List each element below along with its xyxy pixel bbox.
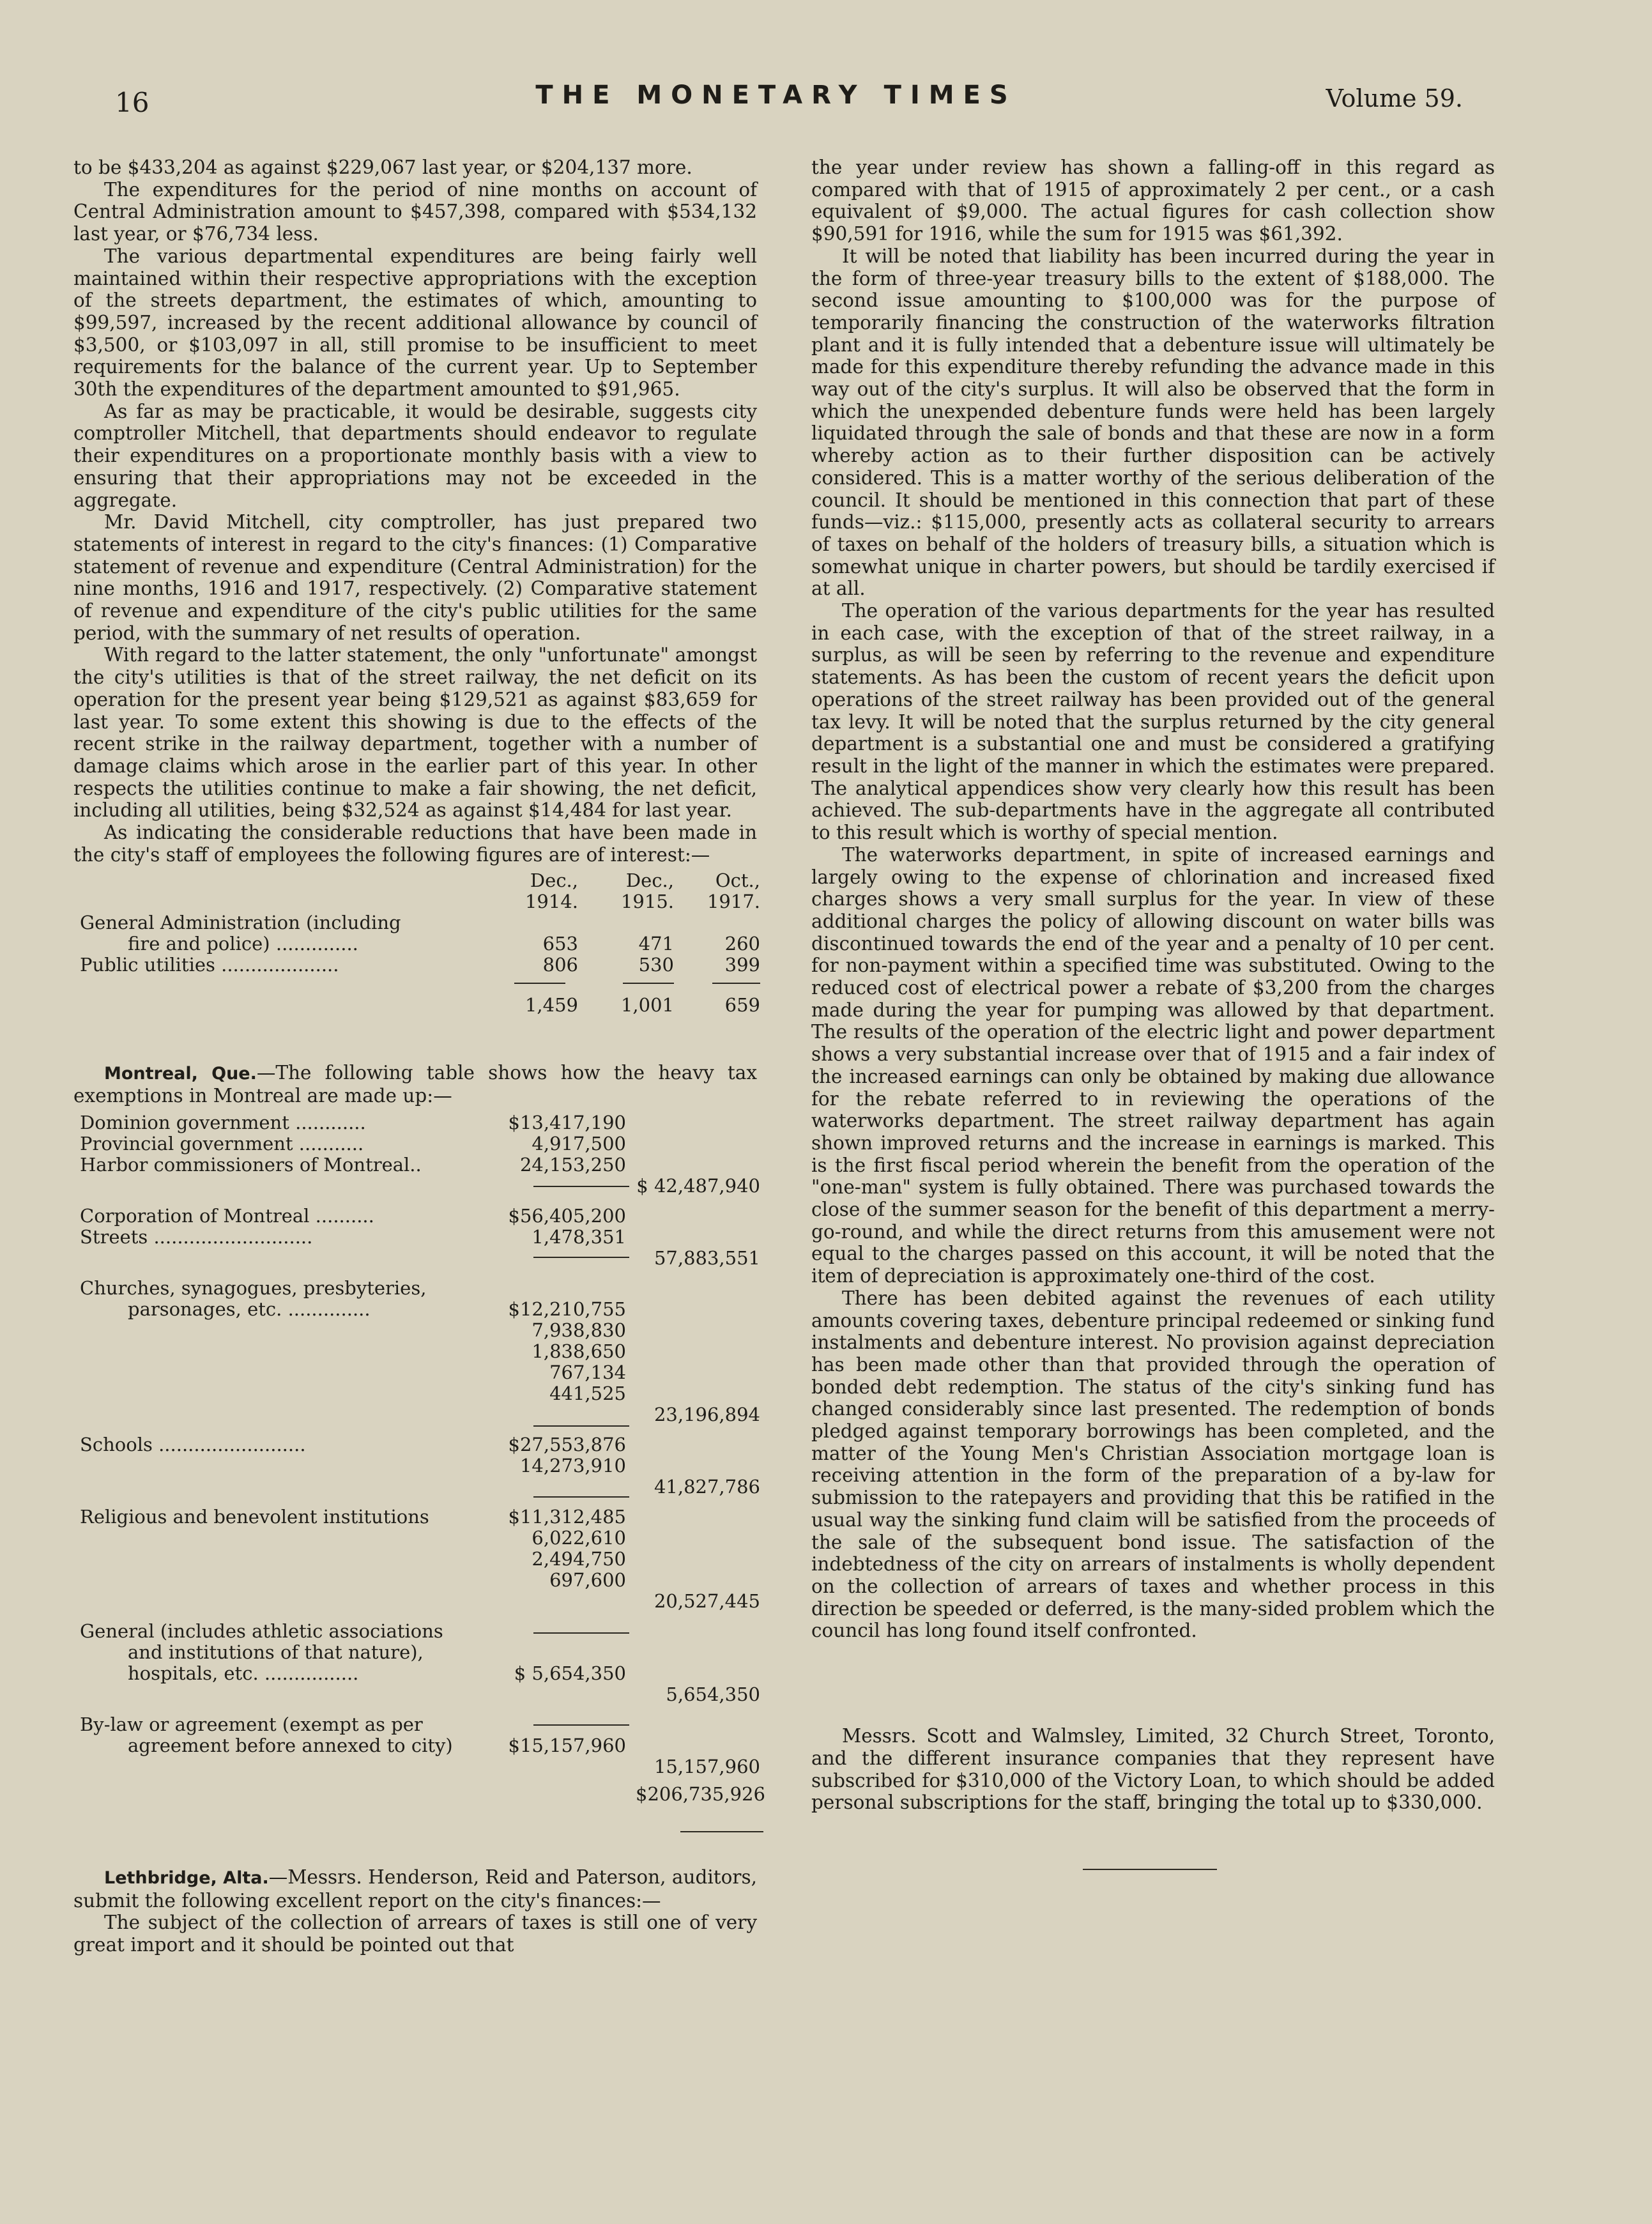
table-cell: 1,838,650: [532, 1340, 626, 1362]
row-label: and institutions of that nature),: [128, 1641, 424, 1663]
table-cell: 4,917,500: [532, 1132, 626, 1154]
row-label: Schools .........................: [80, 1433, 306, 1455]
table-cell: $ 5,654,350: [514, 1662, 626, 1684]
row-label: By-law or agreement (exempt as per: [80, 1713, 423, 1735]
paragraph-text: —Messrs. Henderson, Reid and Paterson, auditors, submit the following excellent report on the city's finances:—: [73, 1866, 758, 1912]
group-total: 41,827,786: [654, 1475, 760, 1498]
place-heading: Lethbridge, Alta.: [104, 1867, 269, 1888]
column-header: Dec.,: [530, 869, 578, 891]
volume-label: Volume 59.: [1326, 84, 1463, 112]
table-cell: 399: [724, 953, 760, 976]
row-label: Provincial government ...........: [80, 1132, 364, 1154]
paragraph: to be $433,204 as against $229,067 last year, or $204,137 more.: [73, 157, 692, 178]
paragraph: the year under review has shown a falling-off in this regard as compared with that of 1915 of approximately 2 per cent., or a cash equivalent of $9,000. The actual figures for cash collection show $90,591 for 1916, while the sum for 1915 was $61,392.: [811, 157, 1495, 245]
group-total: 20,527,445: [654, 1590, 760, 1612]
exemptions-table: [73, 1111, 765, 2224]
masthead: THE MONETARY TIMES: [535, 81, 1017, 110]
table-total: 659: [724, 993, 760, 1016]
table-cell: $12,210,755: [508, 1298, 626, 1320]
group-total: 57,883,551: [654, 1246, 760, 1269]
right-column: [811, 157, 1495, 1814]
rule: [712, 983, 760, 984]
paragraph: The operation of the various departments for the year has resulted in each case, with the exception of that of the street railway, in a surplus, as will be seen by referring to the revenue and expenditure statements. As has been the custom of recent years the deficit upon operations of the street railway has been provided out of the general tax levy. It will be noted that the surplus returned by the city general department is a substantial one and must be considered a gratifying result in the light of the manner in which the estimates were prepared. The analytical appendices show very clearly how this result has been achieved. The sub-departments have in the aggregate all contributed to this result which is worthy of special mention.: [811, 600, 1495, 844]
grand-total: $206,735,926: [636, 1783, 765, 1805]
table-total: 1,459: [524, 993, 578, 1016]
table-cell: 471: [638, 932, 674, 955]
staff-table: [73, 869, 760, 1062]
paragraph: Messrs. Scott and Walmsley, Limited, 32 Church Street, Toronto, and the different insurance companies that they represent have subscribed for $310,000 of the Victory Loan, to which should be added personal subscriptions for the staff, bringing the total up to $330,000.: [811, 1725, 1495, 1814]
column-header: Dec.,: [625, 869, 674, 891]
paragraph: As far as may be practicable, it would be desirable, suggests city comptroller Mitchell, that departments should endeavor to regulate their expenditures on a proportionate monthly basis with a view to ensuring that their appropriations may not be exceeded in the aggregate.: [73, 400, 757, 511]
row-label: Churches, synagogues, presbyteries,: [80, 1277, 427, 1299]
row-label: General Administration (including: [80, 911, 401, 933]
paragraph: As indicating the considerable reductions that have been made in the city's staff of employees the following figures are of interest:—: [73, 822, 757, 866]
page-number: 16: [115, 87, 149, 118]
section-divider: [1083, 1869, 1217, 1870]
paragraph: Mr. David Mitchell, city comptroller, has just prepared two statements of interest in regard to the city's finances: (1) Comparative statement of revenue and expenditure (Central Administration) for the nine months, 1916 and 1917, respectively. (2) Comparative statement of revenue and expenditure of the city's public utilities for the same period, with the summary of net results of operation.: [73, 511, 757, 644]
row-label: hospitals, etc. ................: [128, 1662, 359, 1684]
row-label: parsonages, etc. ..............: [128, 1298, 371, 1320]
rule: [623, 983, 674, 984]
group-total: 15,157,960: [654, 1755, 760, 1777]
place-heading: Montreal, Que.: [104, 1063, 257, 1084]
table-cell: 653: [542, 932, 578, 955]
paragraph: [73, 1062, 757, 1107]
table-cell: $15,157,960: [508, 1734, 626, 1756]
rule: [514, 983, 565, 984]
paragraph: It will be noted that liability has been incurred during the year in the form of three-year treasury bills to the extent of $188,000. The second issue amounting to $100,000 was for the purpose of temporarily financing the construction of the waterworks filtration plant and it is fully intended that a debenture issue will ultimately be made for this expenditure thereby refunding the advance made in this way out of the city's surplus. It will also be observed that the form in which the unexpended debenture funds were held has been largely liquidated through the sale of bonds and that these are now in a form whereby action as to their further disposition can be actively considered. This is a matter worthy of the serious deliberation of the council. It should be mentioned in this connection that part of these funds—viz.: $115,000, presently acts as collateral security to arrears of taxes on behalf of the holders of treasury bills, a situation which is somewhat unique in charter powers, but should be tardily exercised if at all.: [811, 245, 1495, 600]
table-cell: 7,938,830: [532, 1319, 626, 1341]
table-cell: 697,600: [549, 1568, 626, 1591]
paragraph-text: —The following table shows how the heavy tax exemptions in Montreal are made up:—: [73, 1061, 757, 1107]
table-cell: 530: [638, 953, 674, 976]
rule: [680, 1831, 763, 1832]
row-label: Streets ...........................: [80, 1225, 313, 1248]
row-label: General (includes athletic associations: [80, 1620, 443, 1642]
table-cell: 260: [724, 932, 760, 955]
column-header: 1914.: [524, 890, 578, 912]
table-cell: 767,134: [549, 1361, 626, 1383]
table-cell: $13,417,190: [508, 1111, 626, 1133]
group-total: $ 42,487,940: [636, 1174, 760, 1197]
row-label: fire and police) ..............: [128, 932, 358, 955]
table-cell: $27,553,876: [508, 1433, 626, 1455]
left-column: [73, 157, 765, 1956]
table-cell: 24,153,250: [519, 1153, 626, 1176]
table-cell: 1,478,351: [532, 1225, 626, 1248]
table-cell: 6,022,610: [532, 1526, 626, 1549]
page-header: [89, 81, 1463, 119]
row-label: Dominion government ............: [80, 1111, 366, 1133]
table-total: 1,001: [620, 993, 674, 1016]
row-label: Public utilities ....................: [80, 953, 339, 976]
table-cell: 2,494,750: [532, 1547, 626, 1570]
paragraph: The subject of the collection of arrears of taxes is still one of very great import and it should be pointed out that: [73, 1912, 757, 1956]
paragraph: The waterworks department, in spite of increased earnings and largely owing to the expense of chlorination and increased fixed charges shows a very small surplus for the year. In view of these additional charges the policy of allowing discount on water bills was discontinued towards the end of the year and a penalty of 10 per cent. for non-payment within a specified time was substituted. Owing to the reduced cost of electrical power a rebate of $3,200 from the charges made during the year for pumping was allowed by that department. The results of the operation of the electric light and power department shows a very substantial increase over that of 1915 and a fair index of the increased earnings can only be obtained by making due allowance for the rebate referred to in reviewing the operations of the waterworks department. The street railway department has again shown improved returns and the increase in earnings is marked. This is the first fiscal period wherein the benefit from the operation of the "one-man" system is fully obtained. There was purchased towards the close of the summer season for the benefit of this department a merry-go-round, and while the direct returns from this amusement were not equal to the charges passed on this account, it will be noted that the item of depreciation is approximately one-third of the cost.: [811, 843, 1495, 1287]
column-header: Oct.,: [715, 869, 760, 891]
paragraph: There has been debited against the revenues of each utility amounts covering taxes, debenture principal redeemed or sinking fund instalments and debenture interest. No provision against depreciation has been made other than that provided through the operation of bonded debt redemption. The status of the city's sinking fund has changed considerably since last presented. The redemption of bonds pledged against temporary borrowings has been completed, and the matter of the Young Men's Christian Association mortgage loan is receiving attention in the form of the preparation of a by-law for submission to the ratepayers and providing that this be ratified in the usual way the sinking fund claim will be satisfied from the proceeds of the sale of the subsequent bond issue. The satisfaction of the indebtedness of the city on arrears of instalments is wholly dependent on the collection of arrears of taxes and whether process in this direction be speeded or deferred, is the many-sided problem which the council has long found itself confronted.: [811, 1287, 1495, 1642]
paragraph: With regard to the latter statement, the only "unfortunate" amongst the city's utilities is that of the street railway, the net deficit on its operation for the present year being $129,521 as against $83,659 for last year. To some extent this showing is due to the effects of the recent strike in the railway department, together with a number of damage claims which arose in the earlier part of this year. In other respects the utilities continue to make a fair showing, the net deficit, including all utilities, being $32,524 as against $14,484 for last year.: [73, 644, 757, 822]
group-total: 23,196,894: [654, 1403, 760, 1425]
table-cell: 806: [542, 953, 578, 976]
rule: [533, 1425, 629, 1427]
row-label: Religious and benevolent institutions: [80, 1505, 429, 1528]
row-label: Harbor commissioners of Montreal..: [80, 1153, 422, 1176]
column-header: 1915.: [620, 890, 674, 912]
paragraph: The various departmental expenditures are being fairly well maintained within their respective appropriations with the exception of the streets department, the estimates of which, amounting to $99,597, increased by the recent additional allowance by council of $3,500, or $103,097 in all, still promise to be insufficient to meet requirements for the balance of the current year. Up to September 30th the expenditures of the department amounted to $91,965.: [73, 245, 757, 401]
group-total: 5,654,350: [666, 1683, 760, 1705]
column-header: 1917.: [707, 890, 760, 912]
table-cell: 441,525: [549, 1382, 626, 1404]
row-label: Corporation of Montreal ..........: [80, 1204, 374, 1227]
row-label: agreement before annexed to city): [128, 1734, 453, 1756]
rule: [533, 1186, 629, 1187]
table-cell: $56,405,200: [508, 1204, 626, 1227]
table-cell: 14,273,910: [519, 1454, 626, 1476]
table-cell: $11,312,485: [508, 1505, 626, 1528]
paragraph: The expenditures for the period of nine months on account of Central Administration amount to $457,398, compared with $534,132 last year, or $76,734 less.: [73, 178, 757, 245]
